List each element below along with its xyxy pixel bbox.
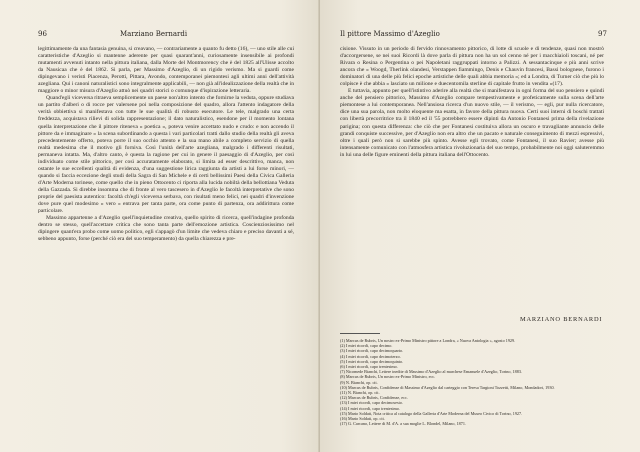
footnotes: [340, 338, 606, 426]
footnote-rule: [340, 333, 380, 334]
footnote: (10) Marcus de Rubris, Confidenze di Massimo d'Azeglio dal carteggio con Teresa Targioni Tozzetti, Milano, Mondadori, 1930.: [340, 384, 555, 390]
footnote: (2) I miei ricordi, capo decimo.: [340, 343, 393, 349]
footnote: (11) N. Bianchi, op. cit.: [340, 390, 380, 396]
footnote: (3) I miei ricordi, capo decimoquarto.: [340, 348, 404, 354]
running-head-right: Il pittore Massimo d'Azeglio: [340, 30, 440, 38]
paragraph: cisione. Vissuto in un periodo di fervido rinnovamento pittorico, di lotte di scuole e di tendenze, quasi non mostrò d'accorgersene, se nei suoi Ricordi là dove parla di pittura non ha un sol cenno né per i macchiaioli toscani, né per Rivara o Resina o Pergentina o pei Napoletani raggruppati intorno a Palizzi. A sessantacinque e più anni scrive ancora che « Woogd, Therlink olandesi, Verstappen fiammingo, Denis e Chauvin francesi, Bassi bolognese, furono i dominatori di una delle più felici epoche artistiche delle quali abbia memoria »; ed a Londra, di Turner ciò che più lo colpisce è che abbia « lasciato un milione e duecentomila sterline di capitale frutto in vendita »(17).: [340, 46, 604, 88]
right-body-text: [340, 46, 604, 159]
page-number-left: 96: [38, 30, 47, 38]
page-number-right: 97: [598, 30, 607, 38]
footnote: (6) I miei ricordi, capo trentesimo.: [340, 364, 398, 370]
footnote: (12) Marcus de Rubris, Confidenze, ecc.: [340, 395, 408, 401]
footnote: (17) G. Carcano, Lettere di M. d'A. a sua moglie L. Blondel, Milano, 1871.: [340, 421, 467, 427]
footnote: (8) Marcus de Rubris, Un nostro ex-Primo Ministro, ecc.: [340, 374, 436, 380]
footnote: (14) I miei ricordi, capo trentesimo.: [340, 405, 400, 411]
footnote: (4) I miei ricordi, capo decimoterzo.: [340, 353, 401, 359]
footnote: (16) Mario Soldati, op. cit.: [340, 416, 385, 422]
left-body-text: [38, 46, 294, 243]
paragraph: E tuttavia, appunto per quell'istintivo aderire alla realtà che si manifestava in ogni forma del suo pensiero e quindi anche del pensiero pittorico, Massimo d'Azeglio compare tempestivamente e profeticamente sulla scena dell'arte piemontese a lui contemporanea. Nell'ansiosa ricerca d'un nuovo stile, — il verismo, — egli, pur nulla ricercatore, dice una sua parola, non molto eloquente ma esatta, in favore della pittura nuova. Certi suoi interni di boschi trattati con libertà precorritrice tra il 1840 ed il '55 potrebbero essere dipinti da Antonio Fontanesi prima della rivelazione parigina; con questa differenza: che ciò che per Fontanesi costituiva allora un oscuro e travagliante annuncio delle grandi conquiste successive, per d'Azeglio non era altro che un pacato e naturale conseguimento di mezzi espressivi, oltre i quali però non si sarebbe più spinto. Avesse egli trovato, come Fontanesi, il suo Ravier; avesse più intensamente comunicato con l'atmosfera artistica rivoluzionaria del suo tempo, probabilmente noi oggi saluteremmo in lui una delle figure eminenti della pittura italiana dell'Ottocento.: [340, 88, 604, 158]
footnote: (15) Mario Soldati, Nota critica al catalogo della Galleria d'Arte Moderna del Museo Civico di Torino, 1927.: [340, 410, 523, 416]
footnote: (13) I miei ricordi, capo decimosesto.: [340, 400, 403, 406]
footnote: (7) Nicomede Bianchi, Lettere inedite di Massimo d'Azeglio al marchese Emanuele d'Azeglio, Torino, 1883.: [340, 369, 522, 375]
paragraph: legittimamente da una fantasia genuina, si creavano, — contrariamente a quanto fu detto (16), — uno stile alle cui caratteristiche d'Azeglio si mantenne aderente per quasi quarant'anni, curiosamente insensibile ai profondi mutamenti avvenuti intanto nella pittura italiana, dalla Morte del Montmorency che è del 1825 all'Ulisse accolto da Nausicaa che è del 1862. Si parla, per Massimo d'Azeglio, di un rigido verismo. Ma si guardi come dipingevano i veristi Piacenza, Perotti, Pittara, Avondo, contemporanei piemontesi agli ultimi anni dell'attività azegliana. Qui i canoni naturalistici sono integralmente applicabili, — non già all'idealizzazione della realtà che in maggiore o minor misura d'Azeglio attuò nei quadri storici o comunque d'ispirazione letteraria.: [38, 46, 294, 95]
paragraph: Massimo appartenne a d'Azeglio quell'inquietudine creativa, quello spirito di ricerca, quell'indagine profonda dentro se stesso, quell'accettare critica che sono tanta parte dell'emozione artistica. Coscienziosissimo nel dipingere quant'era probo come uomo politico, egli s'appagò d'un limite che vedeva chiaro e preciso davanti a sé, sebbeno appunto, forse (perché ciò era del suo temperamento) da quella chiarezza e pre-: [38, 215, 294, 243]
footnote: (5) I miei ricordi, capo decimoquinto.: [340, 358, 404, 364]
right-page: [320, 0, 640, 452]
footnote: (9) N. Bianchi, op. cit.: [340, 379, 378, 385]
author-signature: MARZIANO BERNARDI: [520, 316, 603, 323]
running-head-left: Marziano Bernardi: [120, 30, 188, 38]
paragraph: Quand'egli viceversa ritraeva semplicemente un paese non'altro intento che fornirne la veduta, oppure studiava un partito d'alberi o di rocce per valersene poi nella composizione del quadro, allora l'attento indagatore della verità obbiettiva si manifestava con tutte le sue qualità di robusto esecutore. Le tele, malgrado una certa freddezza, acquistava rilievi di solida rappresentazione; il dato naturalistico, esendone per il momento lontana quella interpretazione che il pittore riteneva « poetica », poteva venire accettato nudo e crudo: e non accendo il pittore da e immaginare » la scena subordinando a questa i vari particolari tratti dallo studio della realtà gli aveva precedentemente offerto, poteva porre il suo occhio attento e la sua mano abile a completo servizio di quella realtà medesima che il motivo gli forniva. Così l'unità dell'arte azegliana, malgrado i differenti risultati, permaneva intatta. Ma, d'altro canto, è questa la ragione per cui in genere il paesaggio di d'Azeglio, per così individuato come stile pittorico, per così accuratamente elaborato, si limita ad esser descrittivo, manca, non ostante le sue eccellenti qualità di evidenza, d'una suggestione lirica raggiunta da artisti a lui forse minori, — quando si faccia eccezione degli studi della Sagra di San Michele e di certi bellissimi Paesi della Civica Galleria d'Arte Moderna torinese, come quello che in pieno Ottocento ci riporta alla lucida nobiltà della bellottiana Veduta della Gazzada. Si direbbe insomma che di fronte al vero tascesero in d'Azeglio le facoltà interpretative che sono proprie del paesista autentico: facoltà ch'egli viceversa serbava, con risultati meno felici, nei quadri d'invenzione dove pure quel modesimo « vero » entrava per tanta parte, ora come punto di partenza, ora addirittura come particolare.: [38, 95, 294, 215]
footnote: (1) Marcus de Rubris, Un nostro ex-Primo Ministro pittore a Londra, « Nuova Antologia », agosto 1929.: [340, 338, 516, 343]
